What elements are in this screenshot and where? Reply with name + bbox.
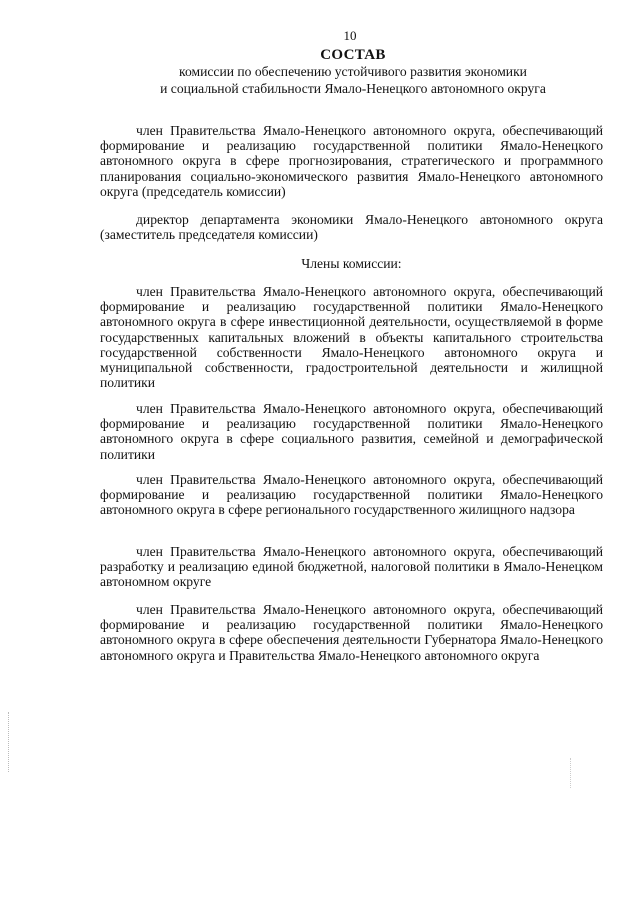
scan-artifact: [570, 758, 573, 788]
member-paragraph: член Правительства Ямало-Ненецкого автономного округа, обеспечивающий формирование и реализацию государственной политики Ямало-Ненецкого автономного округа в сфере социального развития, семейной и демографической политики: [100, 401, 603, 462]
chairman-paragraph: член Правительства Ямало-Ненецкого автономного округа, обеспечивающий формирование и реализацию государственной политики Ямало-Ненецкого автономного округа в сфере прогнозирования, стратегического и программного планирования социально-экономического развития Ямало-Ненецкого автономного округа (председатель комиссии): [100, 123, 603, 199]
document-title: СОСТАВ: [320, 47, 386, 63]
page-number: 10: [343, 28, 357, 43]
member-paragraph: член Правительства Ямало-Ненецкого автономного округа, обеспечивающий формирование и реализацию государственной политики Ямало-Ненецкого автономного округа в сфере регионального государственного жилищного надзора: [100, 472, 603, 518]
deputy-chairman-paragraph: директор департамента экономики Ямало-Ненецкого автономного округа (заместитель председателя комиссии): [100, 212, 603, 243]
subtitle-line: и социальной стабильности Ямало-Ненецкого автономного округа: [160, 81, 546, 96]
scan-artifact: [8, 712, 11, 772]
member-paragraph: член Правительства Ямало-Ненецкого автономного округа, обеспечивающий формирование и реализацию государственной политики Ямало-Ненецкого автономного округа в сфере обеспечения деятельности Губернатора Ямало-Ненецкого автономного округа и Правительства Ямало-Ненецкого автономного округа: [100, 602, 603, 663]
members-heading: Члены комиссии:: [301, 256, 402, 271]
member-paragraph: член Правительства Ямало-Ненецкого автономного округа, обеспечивающий формирование и реализацию государственной политики Ямало-Ненецкого автономного округа в сфере инвестиционной деятельности, осуществляемой в форме государственных капитальных вложений в объекты капитального строительства государственной собственности Ямало-Ненецкого автономного округа и муниципальной собственности, градостроительной деятельности и жилищной политики: [100, 284, 603, 391]
subtitle-line: комиссии по обеспечению устойчивого развития экономики: [179, 64, 527, 79]
member-paragraph: член Правительства Ямало-Ненецкого автономного округа, обеспечивающий разработку и реализацию единой бюджетной, налоговой политики в Ямало-Ненецком автономном округе: [100, 544, 603, 590]
document-subtitle: [0, 63, 640, 97]
